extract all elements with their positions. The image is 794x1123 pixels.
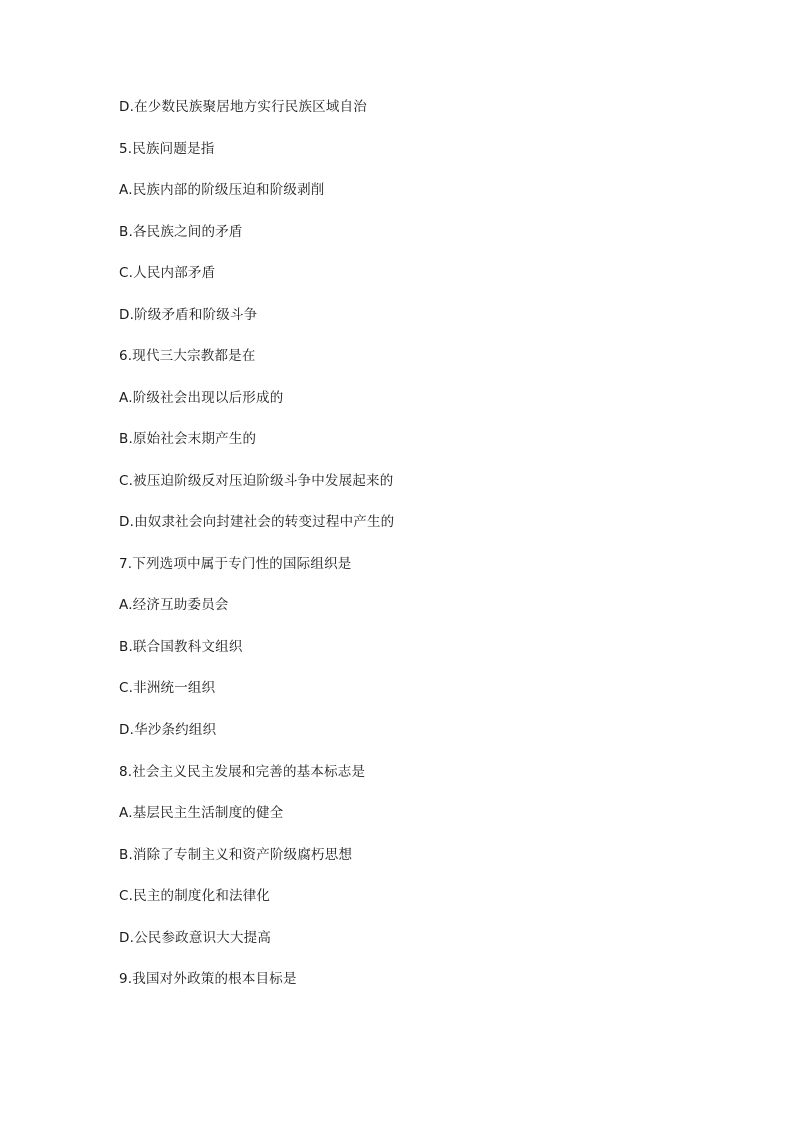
option-7b: B.联合国教科文组织 [119, 639, 243, 655]
option-7d: D.华沙条约组织 [119, 722, 217, 738]
option-8d: D.公民参政意识大大提高 [119, 930, 272, 946]
option-4d: D.在少数民族聚居地方实行民族区域自治 [119, 99, 367, 115]
question-9: 9.我国对外政策的根本目标是 [119, 971, 297, 987]
option-5d: D.阶级矛盾和阶级斗争 [119, 307, 258, 323]
option-6c: C.被压迫阶级反对压迫阶级斗争中发展起来的 [119, 473, 394, 489]
question-6: 6.现代三大宗教都是在 [119, 348, 256, 364]
option-8b: B.消除了专制主义和资产阶级腐朽思想 [119, 847, 353, 863]
option-6d: D.由奴隶社会向封建社会的转变过程中产生的 [119, 514, 395, 530]
option-6a: A.阶级社会出现以后形成的 [119, 390, 284, 406]
option-8c: C.民主的制度化和法律化 [119, 888, 271, 904]
option-5c: C.人民内部矛盾 [119, 265, 216, 281]
option-8a: A.基层民主生活制度的健全 [119, 805, 284, 821]
option-7c: C.非洲统一组织 [119, 680, 216, 696]
question-5: 5.民族问题是指 [119, 141, 215, 157]
question-8: 8.社会主义民主发展和完善的基本标志是 [119, 764, 366, 780]
option-5a: A.民族内部的阶级压迫和阶级剥削 [119, 182, 325, 198]
option-7a: A.经济互助委员会 [119, 597, 229, 613]
question-7: 7.下列选项中属于专门性的国际组织是 [119, 556, 352, 572]
option-6b: B.原始社会末期产生的 [119, 431, 257, 447]
option-5b: B.各民族之间的矛盾 [119, 224, 243, 240]
